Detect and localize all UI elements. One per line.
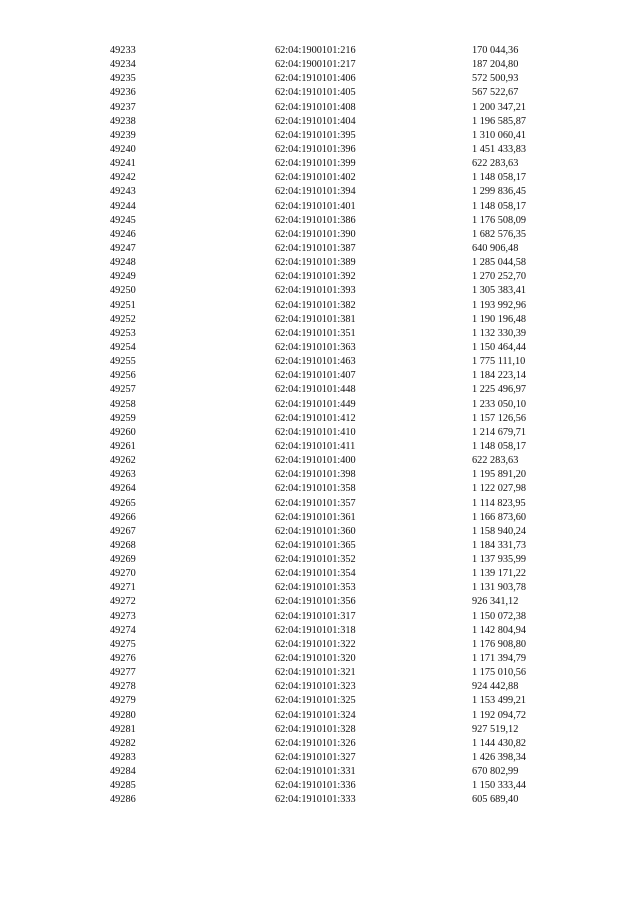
table-row [0, 723, 640, 737]
table-row [0, 44, 640, 58]
cadastral-number-cell: 62:04:1910101:400 [275, 455, 356, 467]
cadastral-value-cell: 1 299 836,45 [472, 186, 527, 198]
cadastral-value-cell: 1 142 804,94 [472, 624, 527, 636]
table-row [0, 327, 640, 341]
row-number-cell: 49236 [110, 87, 136, 99]
row-number-cell: 49266 [110, 511, 136, 523]
table-row [0, 412, 640, 426]
cadastral-value-cell: 1 148 058,17 [472, 200, 527, 212]
table-row [0, 709, 640, 723]
cadastral-number-cell: 62:04:1900101:216 [275, 45, 356, 56]
table-row [0, 610, 640, 624]
cadastral-value-cell: 567 522,67 [472, 87, 519, 99]
table-row [0, 553, 640, 567]
cadastral-value-cell: 1 148 058,17 [472, 172, 527, 184]
table-row [0, 398, 640, 412]
row-number-cell: 49283 [110, 752, 136, 764]
table-row [0, 58, 640, 72]
table-row [0, 694, 640, 708]
cadastral-number-cell: 62:04:1910101:404 [275, 115, 356, 127]
cadastral-number-cell: 62:04:1910101:360 [275, 525, 356, 537]
cadastral-number-cell: 62:04:1910101:320 [275, 653, 356, 665]
row-number-cell: 49275 [110, 638, 136, 650]
cadastral-number-cell: 62:04:1910101:449 [275, 398, 356, 410]
row-number-cell: 49253 [110, 327, 136, 339]
row-number-cell: 49278 [110, 681, 136, 693]
cadastral-value-cell: 1 153 499,21 [472, 695, 527, 707]
cadastral-value-cell: 926 341,12 [472, 596, 519, 608]
row-number-cell: 49240 [110, 143, 136, 155]
cadastral-number-cell: 62:04:1910101:406 [275, 73, 356, 85]
table-row [0, 567, 640, 581]
row-number-cell: 49234 [110, 59, 136, 71]
table-row [0, 143, 640, 157]
table-row [0, 284, 640, 298]
cadastral-value-cell: 1 148 058,17 [472, 440, 527, 452]
cadastral-number-cell: 62:04:1910101:399 [275, 158, 356, 170]
cadastral-number-cell: 62:04:1910101:357 [275, 497, 356, 509]
row-number-cell: 49250 [110, 285, 136, 297]
row-number-cell: 49252 [110, 313, 136, 325]
cadastral-number-cell: 62:04:1910101:401 [275, 200, 356, 212]
cadastral-value-cell: 1 184 331,73 [472, 539, 527, 551]
row-number-cell: 49276 [110, 653, 136, 665]
cadastral-number-cell: 62:04:1910101:398 [275, 469, 356, 481]
row-number-cell: 49241 [110, 158, 136, 170]
cadastral-number-cell: 62:04:1910101:358 [275, 483, 356, 495]
table-row [0, 793, 640, 807]
table-row [0, 765, 640, 779]
table-row [0, 652, 640, 666]
table-row [0, 86, 640, 100]
row-number-cell: 49257 [110, 384, 136, 396]
cadastral-value-cell: 1 150 072,38 [472, 610, 527, 622]
cadastral-number-cell: 62:04:1910101:331 [275, 766, 356, 778]
row-number-cell: 49263 [110, 469, 136, 481]
cadastral-number-cell: 62:04:1910101:356 [275, 596, 356, 608]
row-number-cell: 49239 [110, 129, 136, 141]
row-number-cell: 49281 [110, 723, 136, 735]
cadastral-value-cell: 1 176 908,80 [472, 638, 527, 650]
cadastral-value-cell: 927 519,12 [472, 723, 519, 735]
cadastral-number-cell: 62:04:1910101:389 [275, 257, 356, 269]
cadastral-number-cell: 62:04:1910101:327 [275, 752, 356, 764]
table-row [0, 115, 640, 129]
table-row [0, 157, 640, 171]
row-number-cell: 49254 [110, 341, 136, 353]
row-number-cell: 49272 [110, 596, 136, 608]
cadastral-value-cell: 640 906,48 [472, 242, 519, 254]
row-number-cell: 49256 [110, 370, 136, 382]
cadastral-value-cell: 1 122 027,98 [472, 483, 527, 495]
row-number-cell: 49260 [110, 426, 136, 438]
cadastral-number-cell: 62:04:1910101:381 [275, 313, 356, 325]
row-number-cell: 49246 [110, 228, 136, 240]
table-row [0, 299, 640, 313]
cadastral-value-cell: 1 193 992,96 [472, 299, 527, 311]
cadastral-value-cell: 1 285 044,58 [472, 257, 527, 269]
row-number-cell: 49242 [110, 172, 136, 184]
cadastral-number-cell: 62:04:1910101:405 [275, 87, 356, 99]
row-number-cell: 49251 [110, 299, 136, 311]
cadastral-value-cell: 1 190 196,48 [472, 313, 527, 325]
cadastral-value-cell: 1 682 576,35 [472, 228, 527, 240]
cadastral-value-cell: 1 114 823,95 [472, 497, 526, 509]
cadastral-value-cell: 1 192 094,72 [472, 709, 527, 721]
table-row [0, 214, 640, 228]
cadastral-value-cell: 1 233 050,10 [472, 398, 527, 410]
cadastral-value-cell: 1 166 873,60 [472, 511, 527, 523]
cadastral-number-cell: 62:04:1910101:336 [275, 780, 356, 792]
table-row [0, 482, 640, 496]
cadastral-value-cell: 1 137 935,99 [472, 554, 527, 566]
row-number-cell: 49235 [110, 73, 136, 85]
table-row [0, 72, 640, 86]
row-number-cell: 49284 [110, 766, 136, 778]
table-row [0, 242, 640, 256]
cadastral-value-cell: 1 176 508,09 [472, 214, 527, 226]
cadastral-number-cell: 62:04:1910101:393 [275, 285, 356, 297]
cadastral-value-cell: 670 802,99 [472, 766, 519, 778]
cadastral-number-cell: 62:04:1910101:328 [275, 723, 356, 735]
cadastral-number-cell: 62:04:1910101:326 [275, 737, 356, 749]
cadastral-value-cell: 1 196 585,87 [472, 115, 527, 127]
cadastral-number-cell: 62:04:1910101:352 [275, 554, 356, 566]
cadastral-value-cell: 572 500,93 [472, 73, 519, 85]
table-row [0, 539, 640, 553]
cadastral-number-cell: 62:04:1910101:351 [275, 327, 356, 339]
cadastral-number-cell: 62:04:1910101:402 [275, 172, 356, 184]
cadastral-value-cell: 170 044,36 [472, 45, 519, 56]
cadastral-number-cell: 62:04:1910101:318 [275, 624, 356, 636]
cadastral-number-cell: 62:04:1910101:321 [275, 667, 356, 679]
cadastral-value-cell: 924 442,88 [472, 681, 519, 693]
cadastral-value-cell: 1 175 010,56 [472, 667, 527, 679]
cadastral-number-cell: 62:04:1910101:407 [275, 370, 356, 382]
row-number-cell: 49248 [110, 257, 136, 269]
cadastral-value-cell: 1 131 903,78 [472, 582, 527, 594]
table-row [0, 595, 640, 609]
cadastral-value-cell: 1 451 433,83 [472, 143, 527, 155]
cadastral-value-cell: 1 305 383,41 [472, 285, 527, 297]
cadastral-number-cell: 62:04:1910101:392 [275, 271, 356, 283]
cadastral-number-cell: 62:04:1910101:463 [275, 356, 356, 368]
cadastral-value-cell: 1 426 398,34 [472, 752, 527, 764]
table-row [0, 185, 640, 199]
row-number-cell: 49280 [110, 709, 136, 721]
table-row [0, 200, 640, 214]
row-number-cell: 49271 [110, 582, 136, 594]
cadastral-number-cell: 62:04:1910101:386 [275, 214, 356, 226]
table-row [0, 666, 640, 680]
table-row [0, 383, 640, 397]
cadastral-number-cell: 62:04:1910101:412 [275, 412, 356, 424]
cadastral-value-cell: 1 270 252,70 [472, 271, 527, 283]
row-number-cell: 49243 [110, 186, 136, 198]
row-number-cell: 49261 [110, 440, 136, 452]
cadastral-number-cell: 62:04:1910101:354 [275, 568, 356, 580]
table-row [0, 426, 640, 440]
table-row [0, 171, 640, 185]
table-row [0, 270, 640, 284]
row-number-cell: 49264 [110, 483, 136, 495]
table-row [0, 751, 640, 765]
row-number-cell: 49277 [110, 667, 136, 679]
cadastral-value-cell: 187 204,80 [472, 59, 519, 71]
table-row [0, 511, 640, 525]
row-number-cell: 49255 [110, 356, 136, 368]
cadastral-value-cell: 1 139 171,22 [472, 568, 527, 580]
cadastral-value-cell: 1 132 330,39 [472, 327, 527, 339]
row-number-cell: 49245 [110, 214, 136, 226]
table-row [0, 369, 640, 383]
cadastral-number-cell: 62:04:1910101:323 [275, 681, 356, 693]
table-row [0, 497, 640, 511]
table-row [0, 468, 640, 482]
table-row [0, 256, 640, 270]
cadastral-value-cell: 622 283,63 [472, 455, 519, 467]
cadastral-number-cell: 62:04:1910101:408 [275, 101, 356, 113]
row-number-cell: 49279 [110, 695, 136, 707]
row-number-cell: 49269 [110, 554, 136, 566]
cadastral-number-cell: 62:04:1900101:217 [275, 59, 356, 71]
cadastral-value-cell: 1 157 126,56 [472, 412, 527, 424]
table-row [0, 737, 640, 751]
row-number-cell: 49258 [110, 398, 136, 410]
cadastral-value-cell: 1 150 464,44 [472, 341, 527, 353]
cadastral-value-cell: 1 775 111,10 [472, 356, 526, 368]
row-number-cell: 49282 [110, 737, 136, 749]
row-number-cell: 49286 [110, 794, 136, 806]
cadastral-value-table [0, 44, 640, 808]
cadastral-number-cell: 62:04:1910101:361 [275, 511, 356, 523]
cadastral-number-cell: 62:04:1910101:365 [275, 539, 356, 551]
table-row [0, 525, 640, 539]
cadastral-value-cell: 1 158 940,24 [472, 525, 527, 537]
cadastral-number-cell: 62:04:1910101:410 [275, 426, 356, 438]
cadastral-number-cell: 62:04:1910101:324 [275, 709, 356, 721]
row-number-cell: 49265 [110, 497, 136, 509]
row-number-cell: 49237 [110, 101, 136, 113]
row-number-cell: 49267 [110, 525, 136, 537]
row-number-cell: 49285 [110, 780, 136, 792]
cadastral-number-cell: 62:04:1910101:396 [275, 143, 356, 155]
table-row [0, 624, 640, 638]
cadastral-value-cell: 1 184 223,14 [472, 370, 527, 382]
cadastral-value-cell: 1 200 347,21 [472, 101, 527, 113]
table-row [0, 638, 640, 652]
row-number-cell: 49270 [110, 568, 136, 580]
cadastral-number-cell: 62:04:1910101:322 [275, 638, 356, 650]
row-number-cell: 49233 [110, 45, 136, 56]
cadastral-value-cell: 1 214 679,71 [472, 426, 527, 438]
row-number-cell: 49274 [110, 624, 136, 636]
cadastral-number-cell: 62:04:1910101:317 [275, 610, 356, 622]
row-number-cell: 49244 [110, 200, 136, 212]
cadastral-number-cell: 62:04:1910101:325 [275, 695, 356, 707]
cadastral-number-cell: 62:04:1910101:382 [275, 299, 356, 311]
cadastral-number-cell: 62:04:1910101:394 [275, 186, 356, 198]
row-number-cell: 49268 [110, 539, 136, 551]
row-number-cell: 49262 [110, 455, 136, 467]
table-row [0, 101, 640, 115]
table-row [0, 313, 640, 327]
table-row [0, 779, 640, 793]
row-number-cell: 49238 [110, 115, 136, 127]
row-number-cell: 49273 [110, 610, 136, 622]
table-row [0, 680, 640, 694]
cadastral-value-cell: 1 195 891,20 [472, 469, 527, 481]
cadastral-number-cell: 62:04:1910101:390 [275, 228, 356, 240]
row-number-cell: 49249 [110, 271, 136, 283]
cadastral-number-cell: 62:04:1910101:353 [275, 582, 356, 594]
table-row [0, 454, 640, 468]
cadastral-value-cell: 622 283,63 [472, 158, 519, 170]
row-number-cell: 49259 [110, 412, 136, 424]
cadastral-number-cell: 62:04:1910101:448 [275, 384, 356, 396]
cadastral-value-cell: 1 171 394,79 [472, 653, 527, 665]
cadastral-value-cell: 1 144 430,82 [472, 737, 527, 749]
table-row [0, 129, 640, 143]
cadastral-value-cell: 1 150 333,44 [472, 780, 527, 792]
table-row [0, 581, 640, 595]
cadastral-number-cell: 62:04:1910101:333 [275, 794, 356, 806]
table-row [0, 341, 640, 355]
cadastral-number-cell: 62:04:1910101:387 [275, 242, 356, 254]
table-row [0, 228, 640, 242]
cadastral-value-cell: 1 310 060,41 [472, 129, 527, 141]
row-number-cell: 49247 [110, 242, 136, 254]
cadastral-number-cell: 62:04:1910101:363 [275, 341, 356, 353]
cadastral-number-cell: 62:04:1910101:411 [275, 440, 356, 452]
cadastral-number-cell: 62:04:1910101:395 [275, 129, 356, 141]
table-row [0, 440, 640, 454]
table-row [0, 355, 640, 369]
cadastral-value-cell: 605 689,40 [472, 794, 519, 806]
cadastral-value-cell: 1 225 496,97 [472, 384, 527, 396]
